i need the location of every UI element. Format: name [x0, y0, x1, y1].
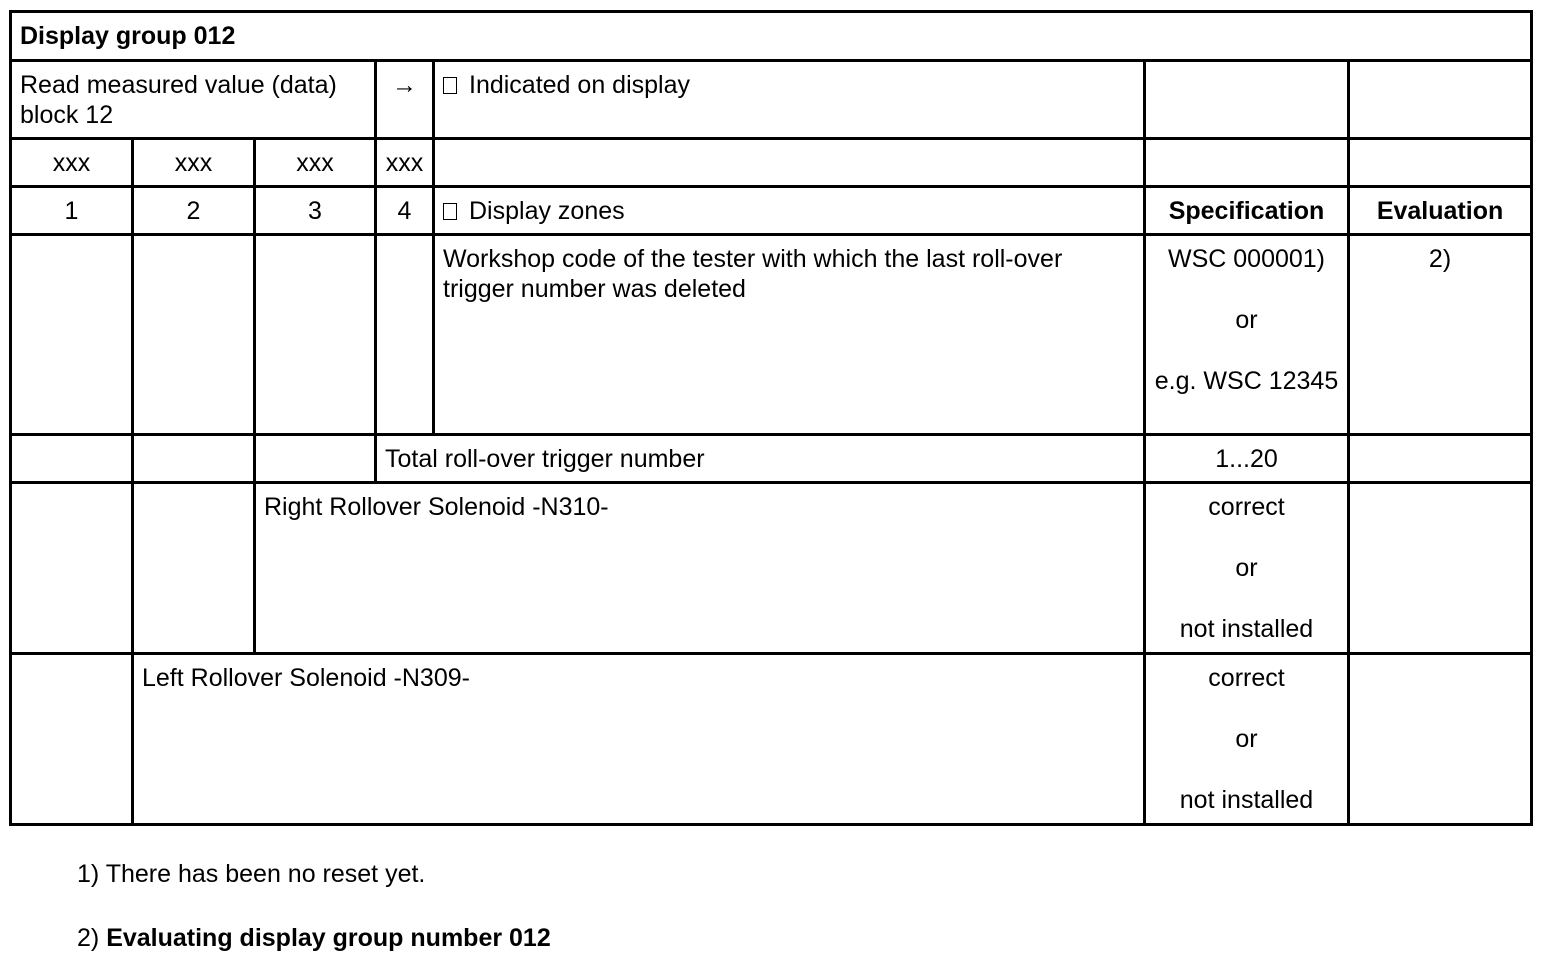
empty-cell — [1145, 61, 1349, 139]
empty-cell — [133, 483, 255, 654]
display-zones-label: Display zones — [434, 187, 1145, 235]
empty-cell — [376, 235, 434, 435]
zone-number-2: 2 — [133, 187, 255, 235]
row-spec: correct or not installed — [1145, 483, 1349, 654]
row-evaluation — [1349, 483, 1532, 654]
empty-cell — [11, 435, 133, 483]
empty-cell — [11, 654, 133, 825]
zone-number-3: 3 — [255, 187, 376, 235]
row-evaluation — [1349, 435, 1532, 483]
placeholder-4: xxx — [376, 139, 434, 187]
display-group-table — [9, 10, 1533, 826]
empty-cell — [255, 235, 376, 435]
row-spec: correct or not installed — [1145, 654, 1349, 825]
read-block-label: Read measured value (data) block 12 — [11, 61, 376, 139]
checkbox-icon — [443, 77, 457, 94]
row-evaluation: 2) — [1349, 235, 1532, 435]
zone-number-4: 4 — [376, 187, 434, 235]
footnote-1: 1) There has been no reset yet. — [77, 860, 426, 888]
row-spec: WSC 000001) or e.g. WSC 12345 — [1145, 235, 1349, 435]
row-evaluation — [1349, 654, 1532, 825]
arrow-icon: → — [376, 61, 434, 139]
empty-cell — [1349, 139, 1532, 187]
checkbox-icon — [443, 203, 457, 220]
empty-cell — [11, 235, 133, 435]
footnote-2-number: 2) — [77, 924, 100, 952]
empty-cell — [1145, 139, 1349, 187]
specification-header: Specification — [1145, 187, 1349, 235]
footnote-2-text: Evaluating display group number 012 — [106, 924, 551, 952]
placeholder-1: xxx — [11, 139, 133, 187]
row-spec: 1...20 — [1145, 435, 1349, 483]
row-description: Workshop code of the tester with which the last roll-over trigger number was deleted — [434, 235, 1145, 435]
evaluation-header: Evaluation — [1349, 187, 1532, 235]
table-title: Display group 012 — [11, 12, 1532, 61]
empty-cell — [434, 139, 1145, 187]
row-description: Left Rollover Solenoid -N309- — [133, 654, 1145, 825]
empty-cell — [133, 235, 255, 435]
indicated-on-display-label: Indicated on display — [434, 61, 1145, 139]
zone-number-1: 1 — [11, 187, 133, 235]
empty-cell — [1349, 61, 1532, 139]
placeholder-3: xxx — [255, 139, 376, 187]
footnote-2 — [77, 924, 551, 953]
empty-cell — [255, 435, 376, 483]
row-description: Total roll-over trigger number — [376, 435, 1145, 483]
empty-cell — [11, 483, 133, 654]
empty-cell — [133, 435, 255, 483]
row-description: Right Rollover Solenoid -N310- — [255, 483, 1145, 654]
placeholder-2: xxx — [133, 139, 255, 187]
